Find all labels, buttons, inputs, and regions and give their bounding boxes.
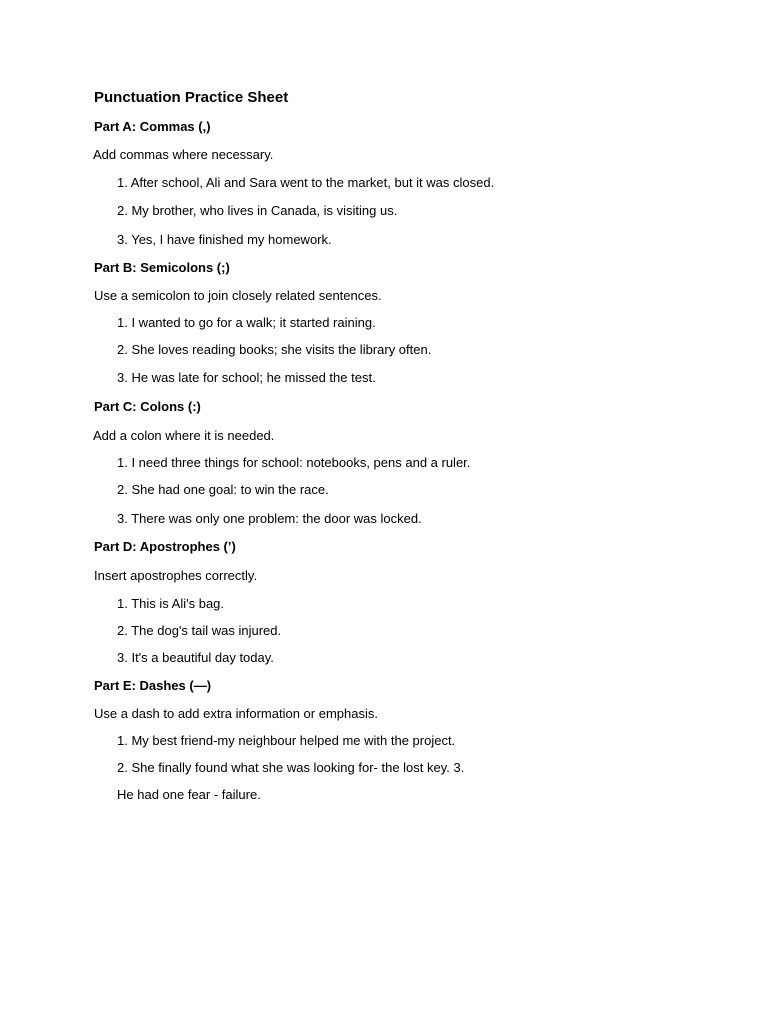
- list-item: 2. She loves reading books; she visits the library often.: [117, 342, 432, 357]
- section-instruction-semicolons: Use a semicolon to join closely related sentences.: [94, 288, 382, 303]
- list-item: 2. The dog's tail was injured.: [117, 623, 282, 638]
- section-instruction-dashes: Use a dash to add extra information or emphasis.: [94, 706, 378, 721]
- section-heading-semicolons: Part B: Semicolons (;): [94, 260, 230, 275]
- section-heading-colons: Part C: Colons (:): [94, 399, 201, 414]
- list-item: He had one fear - failure.: [117, 787, 261, 802]
- list-item: 2. My brother, who lives in Canada, is visiting us.: [117, 203, 398, 218]
- list-item: 1. My best friend-my neighbour helped me with the project.: [117, 733, 456, 748]
- section-heading-commas: Part A: Commas (,): [94, 119, 211, 134]
- section-heading-apostrophes: Part D: Apostrophes (’): [94, 539, 236, 554]
- list-item: 2. She finally found what she was looking for- the lost key. 3.: [117, 760, 465, 775]
- section-instruction-colons: Add a colon where it is needed.: [93, 428, 275, 443]
- list-item: 2. She had one goal: to win the race.: [117, 482, 329, 497]
- list-item: 1. This is Ali's bag.: [117, 596, 225, 611]
- list-item: 1. I need three things for school: notebooks, pens and a ruler.: [117, 455, 471, 470]
- list-item: 1. After school, Ali and Sara went to the market, but it was closed.: [117, 175, 495, 190]
- section-instruction-commas: Add commas where necessary.: [93, 147, 274, 162]
- section-instruction-apostrophes: Insert apostrophes correctly.: [94, 568, 258, 583]
- list-item: 3. Yes, I have finished my homework.: [117, 232, 332, 247]
- page-title: Punctuation Practice Sheet: [94, 89, 289, 106]
- list-item: 3. It's a beautiful day today.: [117, 650, 274, 665]
- list-item: 3. There was only one problem: the door was locked.: [117, 511, 422, 526]
- list-item: 3. He was late for school; he missed the test.: [117, 370, 376, 385]
- list-item: 1. I wanted to go for a walk; it started raining.: [117, 315, 376, 330]
- section-heading-dashes: Part E: Dashes (—): [94, 678, 212, 693]
